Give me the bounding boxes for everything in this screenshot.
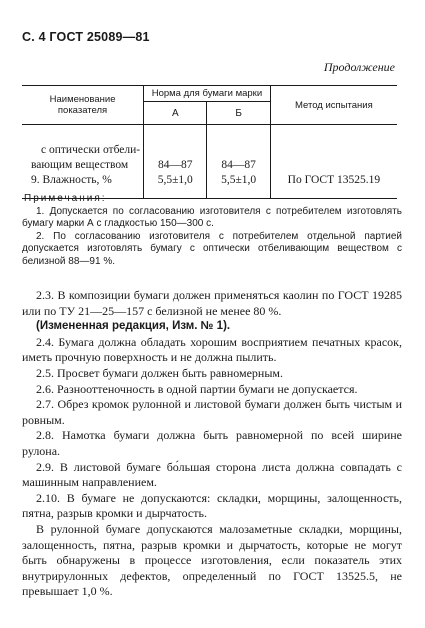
value-b-humidity: 5,5±1,0 [221,174,257,186]
notes-title: Примечания: [24,193,107,204]
amendment-note: (Измененная редакция, Изм. № 1). [36,320,231,333]
paragraph-2-9: 2.9. В листовой бумаге бо́льшая сторона листа должна совпадать с машинным направлением. [22,459,402,490]
sub-header-b: Б [207,102,270,125]
row-name-line: вающим веществом [31,159,129,171]
value-a-humidity: 5,5±1,0 [157,174,193,186]
value-b-brightness: 84—87 [221,159,256,171]
paragraph-2-6: 2.6. Разнооттеночность в одной партии бумаги не допускается. [36,381,358,396]
continuation-label: Продолжение [323,60,395,74]
paragraph-2-10: 2.10. В бумаге не допускаются: складки, морщины, залощенность, пятна, разрыв кромки и дырчатость. [22,490,402,521]
row-a-cell [144,125,207,199]
paragraph-2-7: 2.7. Обрез кромок рулонной и листовой бумаги должен быть чистым и ровным. [22,397,402,427]
paragraph-2-10-cont: В рулонной бумаге допускаются малозаметные складки, морщины, залощенность, пятна, разрыв кромки и дырчатость, которые не могут быть обнаружены в процессе изготовления, если показатель этих внутрирулонных дефектов, определенный по ГОСТ 13525.5, не превышает 1,0 %. [22,521,402,599]
page-header: С. 4 ГОСТ 25089—81 [22,30,150,44]
paragraph-2-8: 2.8. Намотка бумаги должна быть равномерной по всей ширине рулона. [22,428,402,458]
row-name-cell [22,125,144,199]
table-row [22,125,397,199]
body-text [22,288,402,600]
row-name-line: с оптически отбели- [41,144,141,156]
col-method-header: Метод испытания [270,86,397,125]
note-item: 2. По согласованию изготовителя с потребителем отдельной партией допускается изготовлять бумагу с оптически отбеливающим веществом с белизной 88—91 %. [22,230,402,267]
row-b-cell [207,125,270,199]
paragraph-2-3: 2.3. В композиции бумаги должен применяться каолин по ГОСТ 19285 или по ТУ 21—25—157 с белизной не менее 80 %. [22,288,402,318]
value-a-brightness: 84—87 [158,159,193,171]
note-item: 1. Допускается по согласованию изготовителя с потребителем изготовлять бумагу марки А с гладкостью 150—300 с. [22,205,402,229]
paragraph-2-5: 2.5. Просвет бумаги должен быть равномерным. [36,365,284,380]
spec-table [22,85,397,199]
row-method-cell [270,125,397,199]
row-name-line: 9. Влажность, % [31,174,112,186]
paragraph-2-4: 2.4. Бумага должна обладать хорошим восприятием печатных красок, иметь прочную поверхность и не должна пылить. [22,334,402,365]
table-header-row [22,86,397,102]
sub-header-a: А [144,102,207,125]
col-norm-header: Норма для бумаги марки [144,86,271,102]
notes-block [22,193,402,268]
col-name-header: Наименование показателя [22,86,144,125]
method-value: По ГОСТ 13525.19 [287,174,381,186]
